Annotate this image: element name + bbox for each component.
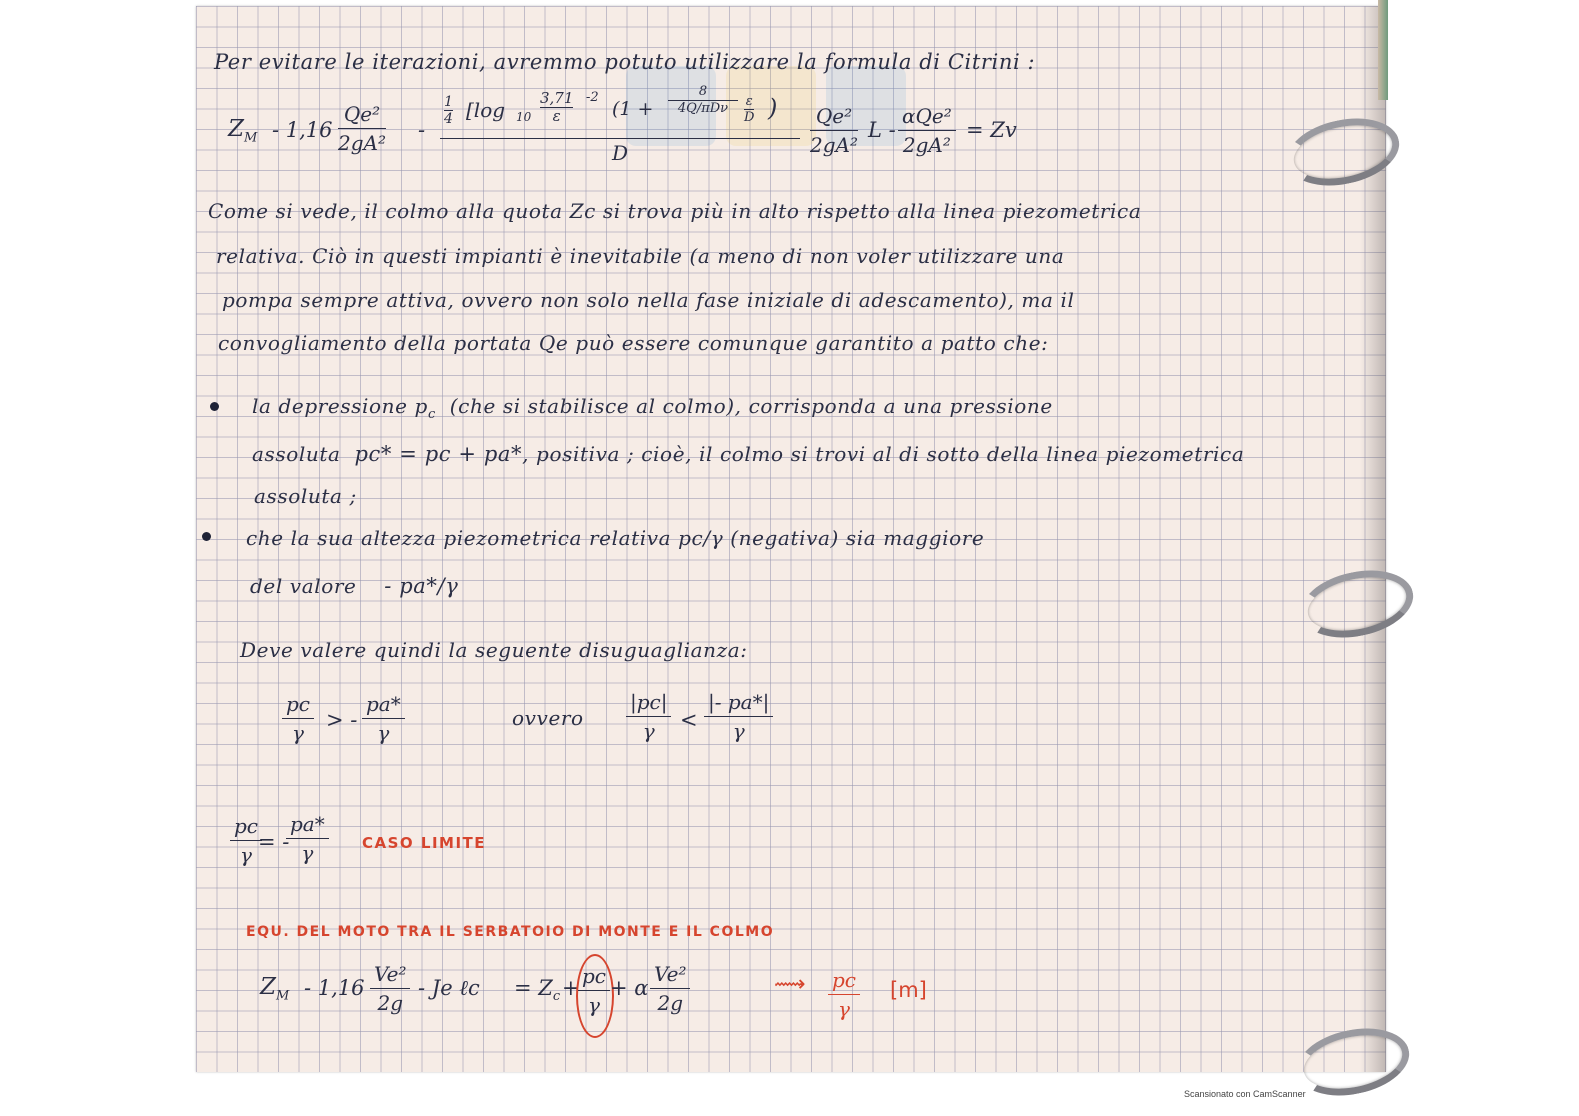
binder-ring-1 xyxy=(1286,120,1390,180)
para-line-4: convogliamento della portata Qe può essere comunque garantito a patto che: xyxy=(218,331,1049,355)
bullet-dot-1 xyxy=(210,402,219,411)
eq2-je: - Je ℓc xyxy=(418,976,480,1000)
bullet1-line3: assoluta ; xyxy=(254,484,357,508)
para-line-1: Come si vede, il colmo alla quota Zc si trova più in alto rispetto alla linea piezometrica xyxy=(208,199,1142,223)
eq1-big-frac: 1 4 [log 10 3,71 ε -2 (1 + 8 4Q/πDν ε D ) D xyxy=(440,92,800,165)
deve-valere-text: Deve valere quindi la seguente disuguaglianza: xyxy=(240,638,748,662)
ineq1-right-frac: $\frac{pa*}{\gamma}$ xyxy=(362,692,405,745)
eq2-lhs: $Z_M$ xyxy=(260,974,290,1004)
para-line-3: pompa sempre attiva, ovvero non solo nella fase iniziale di adescamento), ma il xyxy=(222,288,1075,312)
eq2-frac-v: $\frac{\text{Ve²}}{2g}$ xyxy=(370,962,410,1015)
ineq2-left-frac: $\frac{|pc|}{\gamma}$ xyxy=(626,690,671,743)
ovvero-text: ovvero xyxy=(512,706,584,730)
eq2-frac-pc: $\frac{pc}{\gamma}$ xyxy=(578,964,610,1017)
eq2-eq: = $Z_c$ xyxy=(514,976,561,1005)
eq2-unit: [m] xyxy=(890,978,927,1002)
binder-ring-3 xyxy=(1296,1030,1400,1090)
eq2-alpha: + α xyxy=(610,976,649,1000)
eq1-frac-qe2: $\frac{\text{Qe²}}{\text{2gA²}}$ xyxy=(810,104,858,157)
notebook-page xyxy=(196,6,1386,1072)
bullet2-line1: che la sua altezza piezometrica relativa pc/γ (negativa) sia maggiore xyxy=(246,526,985,550)
eq2-frac-v2: $\frac{\text{Ve²}}{2g}$ xyxy=(650,962,690,1015)
scanner-footer: Scansionato con CamScanner xyxy=(1184,1089,1306,1099)
caso-limite-label: CASO LIMITE xyxy=(362,834,487,852)
limit-left-frac: $\frac{pc}{\gamma}$ xyxy=(230,814,262,867)
implies-arrow-icon: ⟿ xyxy=(774,972,806,997)
equ-moto-title: EQU. DEL MOTO TRA IL SERBATOIO DI MONTE E IL COLMO xyxy=(246,924,775,940)
eq1-L: L - xyxy=(868,118,896,142)
page-edge-strip xyxy=(1378,0,1388,100)
bullet-dot-2 xyxy=(202,532,211,541)
binder-ring-2 xyxy=(1300,572,1404,632)
ineq1-left-frac: $\frac{pc}{\gamma}$ xyxy=(282,692,314,745)
eq1-minus: - xyxy=(418,118,426,142)
intro-text: Per evitare le iterazioni, avremmo potuto utilizzare la formula di Citrini : xyxy=(214,50,1036,74)
bullet1-line1: la depressione $p_c$ (che si stabilisce al colmo), corrisponda a una pressione xyxy=(252,394,1053,422)
eq2-m116: - 1,16 xyxy=(304,976,365,1000)
bullet1-line2: assoluta pc* = pc + pa*, positiva ; cioè, il colmo si trovi al di sotto della linea piezometrica xyxy=(252,442,1245,466)
eq2-plus: + xyxy=(562,976,580,1000)
ineq2-op: < xyxy=(680,708,698,732)
ineq2-right-frac: $\frac{|- pa*|}{\gamma}$ xyxy=(704,690,773,743)
eq1-frac-alpha: αQe² 2gA² xyxy=(898,104,956,157)
eq1-lhs: $Z_M$ xyxy=(228,116,258,146)
eq1-minus116: - 1,16 xyxy=(272,118,333,142)
eq2-result-frac: $\frac{pc}{\gamma}$ xyxy=(828,968,860,1021)
eq1-rhs: = Zv xyxy=(966,118,1017,142)
bullet2-line2: del valore - pa*/γ xyxy=(250,574,459,598)
limit-op: = - xyxy=(258,830,290,854)
limit-right-frac: $\frac{pa*}{\gamma}$ xyxy=(286,812,329,865)
para-line-2: relativa. Ciò in questi impianti è inevitabile (a meno di non voler utilizzare una xyxy=(216,244,1065,268)
ineq1-op: > - xyxy=(326,708,358,732)
eq1-frac-q: $\frac{\text{Qe²}}{\text{2gA²}}$ xyxy=(338,102,386,155)
